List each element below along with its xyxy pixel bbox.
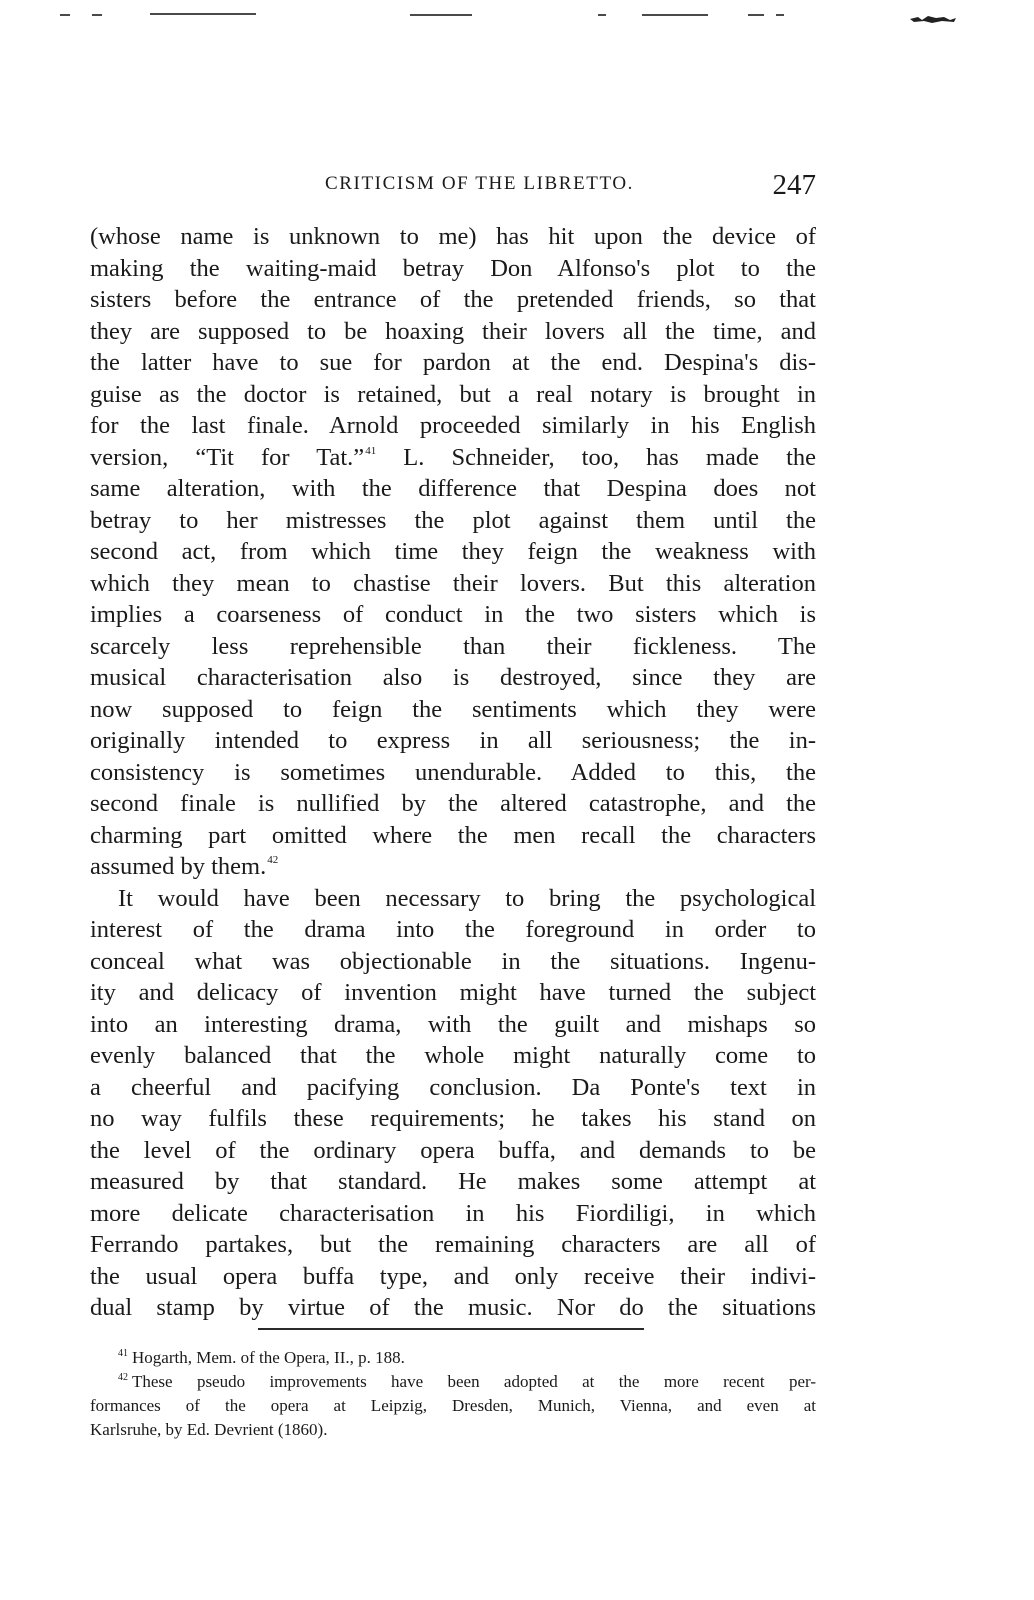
scan-artifact	[410, 14, 472, 16]
footnote-ref-42: 42	[267, 854, 279, 866]
running-title: CRITICISM OF THE LIBRETTO.	[325, 173, 635, 194]
footnote-mark: 41	[118, 1348, 128, 1359]
text-line: consistency is sometimes unendurable. Added to this, the	[90, 758, 816, 786]
footnote-text: Hogarth, Mem. of the Opera, II., p. 188.	[132, 1348, 405, 1367]
footnote-text-line: formances of the opera at Leipzig, Dresden, Munich, Vienna, and even at	[90, 1396, 816, 1415]
text-line: betray to her mistresses the plot against them until the	[90, 506, 816, 534]
footnote-ref-41: 41	[365, 444, 377, 457]
text-line: the latter have to sue for pardon at the end. Despina's dis-	[90, 349, 816, 376]
text-line: musical characterisation also is destroyed, since they are	[90, 664, 816, 691]
footnote-divider	[258, 1328, 644, 1330]
text-line: the level of the ordinary opera buffa, and demands to be	[90, 1136, 816, 1164]
scan-artifact	[150, 13, 256, 15]
text-line: guise as the doctor is retained, but a real notary is brought in	[90, 380, 816, 408]
footnote-text: These pseudo improvements have been adopted at the more recent per-	[132, 1372, 816, 1391]
running-head	[90, 169, 816, 212]
ink-blot	[908, 14, 964, 24]
text-line: dual stamp by virtue of the music. Nor do the situations	[90, 1294, 816, 1321]
text-line: Ferrando partakes, but the remaining characters are all of	[90, 1231, 816, 1258]
text-segment: assumed by them.	[90, 853, 267, 880]
text-line: measured by that standard. He makes some attempt at	[90, 1168, 816, 1195]
scan-artifact	[776, 14, 784, 16]
text-line: charming part omitted where the men recall the characters	[90, 821, 816, 849]
text-segment: L. Schneider, too, has made the	[376, 443, 816, 471]
text-line: originally intended to express in all seriousness; the in-	[90, 727, 816, 754]
footnote-text-line: Karlsruhe, by Ed. Devrient (1860).	[90, 1420, 328, 1439]
text-line	[90, 442, 816, 474]
paragraph-first-line: It would have been necessary to bring the psychological	[118, 884, 816, 912]
text-line: sisters before the entrance of the pretended friends, so that	[90, 286, 816, 313]
text-line: which they mean to chastise their lovers. But this alteration	[90, 569, 816, 597]
text-line: ity and delicacy of invention might have turned the subject	[90, 979, 816, 1006]
scan-artifact	[642, 14, 708, 16]
text-line: interest of the drama into the foreground in order to	[90, 916, 816, 943]
footnote-42	[90, 1370, 816, 1394]
scan-artifact	[598, 14, 606, 16]
text-line: second finale is nullified by the altered catastrophe, and the	[90, 790, 816, 817]
text-line: no way fulfils these requirements; he takes his stand on	[90, 1105, 816, 1132]
scan-artifact	[92, 14, 102, 16]
text-segment: version, “Tit for Tat.”	[90, 443, 365, 471]
text-line: for the last finale. Arnold proceeded similarly in his English	[90, 412, 816, 439]
text-line: same alteration, with the difference that Despina does not	[90, 475, 816, 502]
footnote-mark: 42	[118, 1372, 128, 1383]
text-line: conceal what was objectionable in the situations. Ingenu-	[90, 947, 816, 975]
text-line: a cheerful and pacifying conclusion. Da Ponte's text in	[90, 1073, 816, 1101]
text-line: the usual opera buffa type, and only receive their indivi-	[90, 1262, 816, 1290]
text-line: (whose name is unknown to me) has hit upon the device of	[90, 223, 816, 250]
text-line: they are supposed to be hoaxing their lovers all the time, and	[90, 317, 816, 345]
text-line: scarcely less reprehensible than their fickleness. The	[90, 632, 816, 660]
body-text	[90, 221, 816, 1324]
footnote-41	[90, 1346, 816, 1370]
text-line: into an interesting drama, with the guilt and mishaps so	[90, 1010, 816, 1038]
page-number: 247	[772, 169, 816, 201]
text-line	[90, 851, 816, 883]
scan-artifact	[748, 14, 764, 16]
scan-artifact	[60, 14, 70, 16]
footnotes	[90, 1346, 816, 1442]
text-line: implies a coarseness of conduct in the two sisters which is	[90, 601, 816, 628]
text-line: making the waiting-maid betray Don Alfonso's plot to the	[90, 254, 816, 282]
text-line: second act, from which time they feign the weakness with	[90, 538, 816, 565]
text-line: now supposed to feign the sentiments which they were	[90, 695, 816, 723]
text-line: more delicate characterisation in his Fiordiligi, in which	[90, 1199, 816, 1227]
text-line: evenly balanced that the whole might naturally come to	[90, 1042, 816, 1069]
